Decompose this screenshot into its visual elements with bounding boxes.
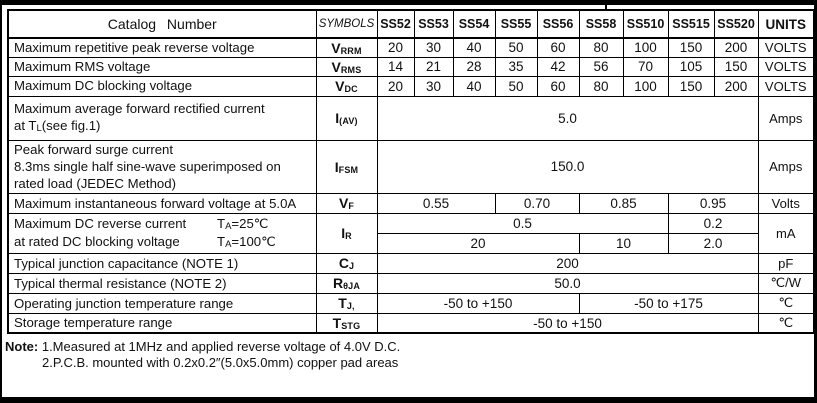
column-header-ss58: SS58 bbox=[579, 10, 623, 38]
table-cell: 50 bbox=[495, 38, 537, 57]
table-cell: -50 to +175 bbox=[579, 293, 758, 313]
symbol-main: T bbox=[338, 295, 347, 312]
table-cell: 60 bbox=[537, 76, 579, 96]
note-title: Note: bbox=[5, 339, 39, 354]
note-text-2: 2.P.C.B. mounted with 0.2x0.2″(5.0x5.0mm) copper pad areas bbox=[42, 355, 399, 371]
table-cell: 20 bbox=[377, 38, 414, 57]
row-label-line2: at rated DC blocking voltage TA=100℃ bbox=[14, 234, 276, 251]
symbol-main: V bbox=[331, 39, 341, 56]
table-row-tstg bbox=[8, 313, 814, 333]
column-header-ss54: SS54 bbox=[453, 10, 495, 38]
column-header-ss510: SS510 bbox=[623, 10, 668, 38]
symbol-vrms bbox=[316, 57, 377, 76]
symbols-header: SYMBOLS bbox=[316, 10, 377, 38]
table-cell: 80 bbox=[579, 76, 623, 96]
table-cell: 20 bbox=[377, 233, 579, 253]
table-cell: 200 bbox=[714, 38, 758, 57]
table-cell: 42 bbox=[537, 57, 579, 76]
unit-cell: VOLTS bbox=[758, 76, 814, 96]
table-cell: 150 bbox=[668, 76, 714, 96]
table-row-cj bbox=[8, 253, 814, 273]
symbol-sub: θJA bbox=[343, 281, 361, 292]
table-cell: 50 bbox=[495, 76, 537, 96]
table-cell: 150 bbox=[668, 38, 714, 57]
row-label: Maximum repetitive peak reverse voltage bbox=[8, 38, 316, 57]
ratings-table bbox=[7, 9, 815, 334]
table-cell: 150.0 bbox=[377, 140, 758, 193]
table-cell: 2.0 bbox=[668, 233, 758, 253]
table-row-iav bbox=[8, 96, 814, 140]
table-row-vdc bbox=[8, 76, 814, 96]
table-cell: 150 bbox=[714, 57, 758, 76]
table-row-vrms bbox=[8, 57, 814, 76]
row-label-line2: 8.3ms single half sine-wave superimposed on bbox=[14, 158, 281, 174]
symbol-sub: (AV) bbox=[339, 116, 358, 126]
unit-cell: Volts bbox=[758, 193, 814, 213]
unit-cell: mA bbox=[758, 213, 814, 253]
table-cell: 100 bbox=[623, 76, 668, 96]
table-cell: 14 bbox=[377, 57, 414, 76]
row-label bbox=[8, 213, 316, 253]
table-cell: 10 bbox=[579, 233, 668, 253]
symbol-sub: J bbox=[348, 261, 355, 272]
table-cell: 0.5 bbox=[377, 213, 668, 233]
table-cell: 0.70 bbox=[495, 193, 579, 213]
table-row-rthja bbox=[8, 273, 814, 293]
symbol-main: C bbox=[338, 255, 349, 272]
row-label bbox=[8, 96, 316, 140]
unit-cell: ℃ bbox=[758, 293, 814, 313]
column-header-ss56: SS56 bbox=[537, 10, 579, 38]
row-label: Typical junction capacitance (NOTE 1) bbox=[8, 253, 316, 273]
symbol-sub: F bbox=[348, 201, 355, 212]
unit-cell: ℃/W bbox=[758, 273, 814, 293]
symbol-main: T bbox=[332, 315, 342, 332]
symbol-sub: DC bbox=[344, 84, 358, 94]
table-cell: 21 bbox=[414, 57, 453, 76]
table-cell: 70 bbox=[623, 57, 668, 76]
symbol-vf bbox=[316, 193, 377, 213]
symbol-main: V bbox=[331, 58, 341, 75]
table-cell: 100 bbox=[623, 38, 668, 57]
row-label-line3: rated load (JEDEC Method) bbox=[14, 176, 176, 192]
row-label: Maximum instantaneous forward voltage at 5.0A bbox=[8, 193, 316, 213]
table-cell: 40 bbox=[453, 76, 495, 96]
symbol-sub: FSM bbox=[338, 164, 359, 175]
table-cell: 60 bbox=[537, 38, 579, 57]
symbol-tstg bbox=[316, 313, 377, 333]
row-label: Maximum RMS voltage bbox=[8, 57, 316, 76]
note-line-2 bbox=[42, 355, 795, 371]
unit-cell: pF bbox=[758, 253, 814, 273]
symbol-main: I bbox=[334, 158, 339, 175]
table-cell: -50 to +150 bbox=[377, 293, 579, 313]
table-cell: 30 bbox=[414, 38, 453, 57]
table-row-ifsm bbox=[8, 140, 814, 193]
symbol-vdc bbox=[316, 76, 377, 96]
table-cell: 40 bbox=[453, 38, 495, 57]
row-label-line1: Maximum DC reverse current TA=25℃ bbox=[14, 215, 269, 232]
table-cell: 0.2 bbox=[668, 213, 758, 233]
row-label bbox=[8, 140, 316, 193]
column-header-ss53: SS53 bbox=[414, 10, 453, 38]
note-text-1: 1.Measured at 1MHz and applied reverse voltage of 4.0V D.C. bbox=[41, 339, 401, 354]
row-label: Typical thermal resistance (NOTE 2) bbox=[8, 273, 316, 293]
row-label: Maximum DC blocking voltage bbox=[8, 76, 316, 96]
table-cell: 200 bbox=[377, 253, 758, 273]
table-cell: 5.0 bbox=[377, 96, 758, 140]
symbol-sub: RMS bbox=[340, 64, 362, 75]
symbol-main: I bbox=[335, 110, 340, 126]
unit-cell: VOLTS bbox=[758, 38, 814, 57]
condition-25c: TA=25℃ bbox=[217, 215, 269, 232]
note-line-1 bbox=[5, 339, 795, 355]
notes-section bbox=[5, 339, 795, 372]
symbol-ifsm bbox=[316, 140, 377, 193]
symbol-cj bbox=[316, 253, 377, 273]
symbol-vrrm bbox=[316, 38, 377, 57]
symbol-tj bbox=[316, 293, 377, 313]
row-label-line1: Maximum average forward rectified current bbox=[14, 101, 265, 117]
table-cell: -50 to +150 bbox=[377, 313, 758, 333]
symbol-rthja bbox=[316, 273, 377, 293]
table-row-ir-25c bbox=[8, 213, 814, 233]
row-label-line2: at TL(see fig.1) bbox=[14, 118, 101, 135]
symbol-sub: RRM bbox=[340, 45, 362, 56]
table-cell: 50.0 bbox=[377, 273, 758, 293]
table-cell: 35 bbox=[495, 57, 537, 76]
table-cell: 0.85 bbox=[579, 193, 668, 213]
symbol-main: V bbox=[338, 195, 349, 212]
condition-100c: TA=100℃ bbox=[217, 234, 276, 251]
unit-cell: Amps bbox=[758, 96, 814, 140]
symbol-sub: R bbox=[345, 231, 352, 242]
catalog-number-header: Catalog Number bbox=[8, 10, 316, 38]
table-cell: 200 bbox=[714, 76, 758, 96]
symbol-main: V bbox=[335, 78, 345, 94]
symbol-main: I bbox=[341, 225, 346, 242]
column-header-ss52: SS52 bbox=[377, 10, 414, 38]
symbol-iav bbox=[316, 96, 377, 140]
table-cell: 28 bbox=[453, 57, 495, 76]
symbol-ir bbox=[316, 213, 377, 253]
table-row-tj bbox=[8, 293, 814, 313]
table-cell: 56 bbox=[579, 57, 623, 76]
table-cell: 20 bbox=[377, 76, 414, 96]
unit-cell: VOLTS bbox=[758, 57, 814, 76]
table-cell: 0.95 bbox=[668, 193, 758, 213]
table-cell: 105 bbox=[668, 57, 714, 76]
column-header-ss520: SS520 bbox=[714, 10, 758, 38]
column-header-ss515: SS515 bbox=[668, 10, 714, 38]
table-cell: 30 bbox=[414, 76, 453, 96]
table-row-vf bbox=[8, 193, 814, 213]
unit-cell: ℃ bbox=[758, 313, 814, 333]
symbol-main: R bbox=[332, 275, 344, 292]
row-label: Operating junction temperature range bbox=[8, 293, 316, 313]
row-label-line1: Peak forward surge current bbox=[14, 141, 174, 157]
table-cell: 0.55 bbox=[377, 193, 495, 213]
units-header: UNITS bbox=[758, 10, 814, 38]
table-cell: 80 bbox=[579, 38, 623, 57]
table-header-row bbox=[8, 10, 814, 38]
symbol-sub: STG bbox=[341, 321, 361, 332]
table-row-vrrm bbox=[8, 38, 814, 57]
symbol-sub: J, bbox=[346, 301, 355, 312]
row-label: Storage temperature range bbox=[8, 313, 316, 333]
column-header-ss55: SS55 bbox=[495, 10, 537, 38]
unit-cell: Amps bbox=[758, 140, 814, 193]
